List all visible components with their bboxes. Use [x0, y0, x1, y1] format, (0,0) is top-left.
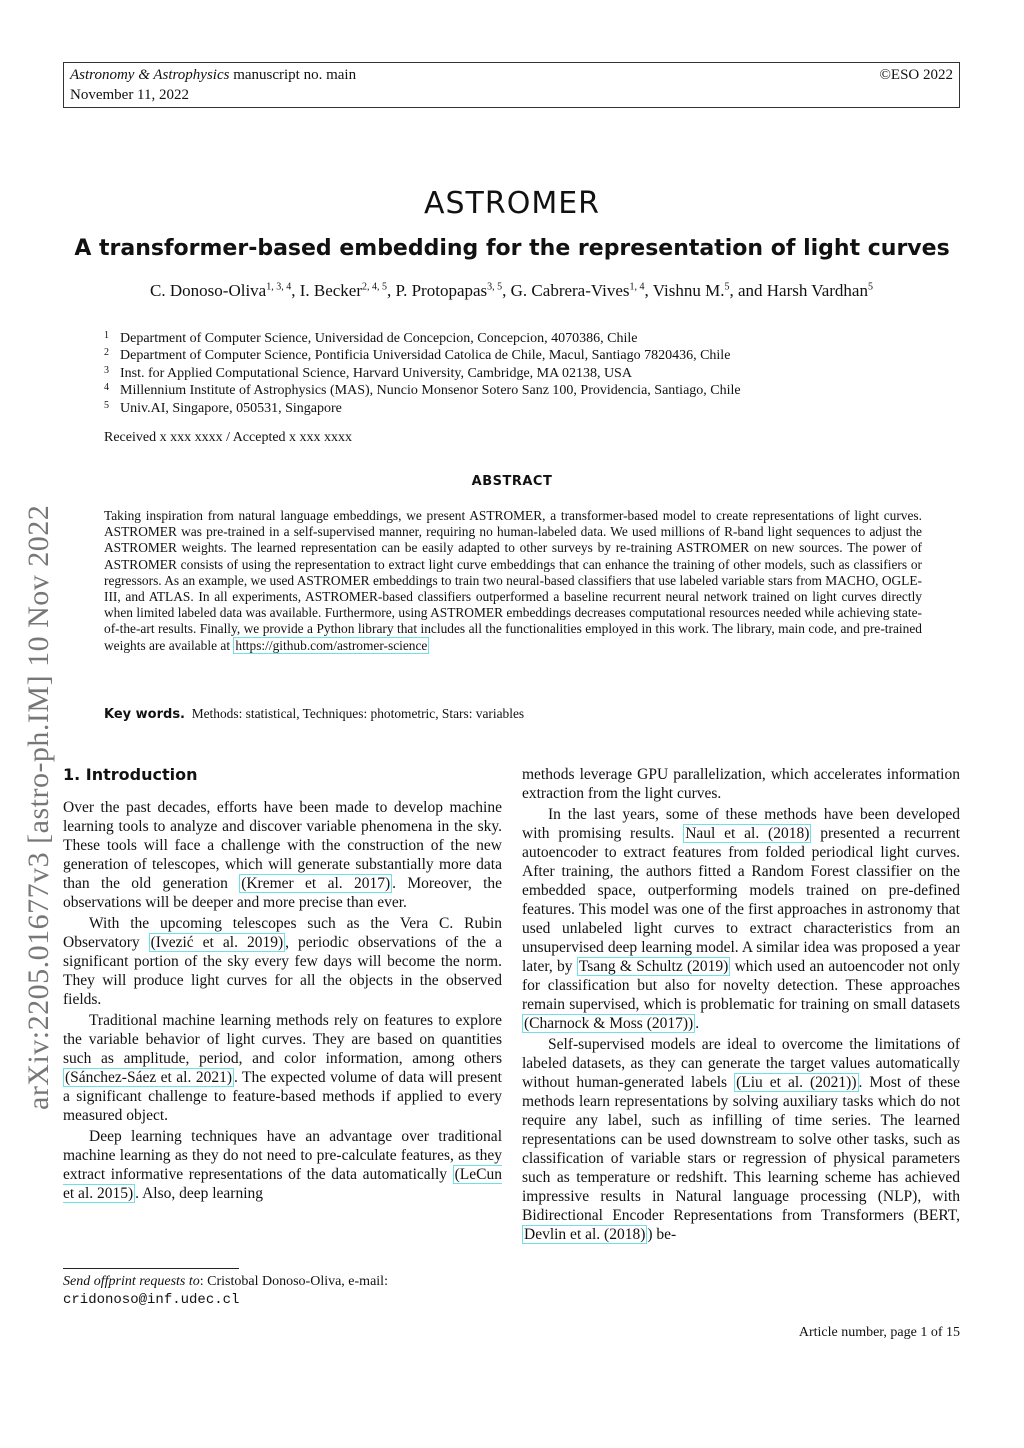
paragraph: Over the past decades, efforts have been made to develop machine learning tools to analyze and discover variable phenomena in the sky. These tools will face a challenge with the construction of the new generation of telescopes, which will generate substantially more data than the old generation (Kremer et al. 2017) . Moreover, the observations will be deeper and more precise than ever.	[63, 799, 503, 911]
section-heading: 1. Introduction	[63, 765, 198, 784]
author: Vishnu M.	[652, 281, 725, 300]
paragraph: In the last years, some of these methods have been developed with promising results. Naul et al. (2018) presented a recurrent autoencoder to extract features from folded periodical light curves. After training, the authors fitted a Random Forest classifier on the embedded space, outperforming models trained on pre-defined features. This model was one of the first approaches in astronomy that used unlabeled light curves to extract characteristics from an unsupervised deep learning model. A similar idea was proposed a year later, by Tsang & Schultz (2019) which used an autoencoder not only for classification but also for novelty detection. These approaches remain supervised, which is problematic for training on small datasets (Charnock & Moss (2017)) .	[522, 806, 961, 1032]
paper-title: ASTROMER	[423, 186, 601, 221]
copyright: ©ESO 2022	[879, 67, 953, 83]
header-date: November 11, 2022	[70, 87, 190, 103]
citation-link[interactable]: (Ivezić et al. 2019)	[150, 934, 284, 951]
citation-link[interactable]: Devlin et al. (2018)	[524, 1226, 646, 1243]
footnote-rule	[63, 1268, 239, 1269]
paragraph: Traditional machine learning methods rely on features to explore the variable behavior of light curves. They are based on quantities such as amplitude, period, and color information, among others (Sánchez-Sáez et al. 2021) . The expected volume of data will present a significant challenge to feature-based methods if applied to every measured object.	[63, 1012, 502, 1124]
author: G. Cabrera-Vives	[510, 281, 630, 300]
abstract-heading: ABSTRACT	[471, 474, 553, 489]
author: Harsh Vardhan	[766, 281, 868, 300]
keywords: Key words. Methods: statistical, Techniques: photometric, Stars: variables	[104, 706, 525, 722]
left-column	[63, 765, 502, 1203]
footnote: Send offprint requests to: Cristobal Donoso-Oliva, e-mail: cridonoso@inf.udec.cl	[63, 1274, 388, 1308]
abstract-body: Taking inspiration from natural language embeddings, we present ASTROMER, a transformer-based model to create representations of light curves. ASTROMER was pre-trained in a self-supervised manner, requiring no human-labeled data. We used millions of R-band light sequences to adjust the ASTROMER weights. The learned representation can be easily adapted to other surveys by re-training ASTROMER on new sources. The power of ASTROMER consists of using the representation to extract light curve embeddings that can enhance the training of other models, such as classifiers or regressors. As an example, we used ASTROMER embeddings to train two neural-based classifiers that use labeled variable stars from MACHO, OGLE-III, and ATLAS. In all experiments, ASTROMER-based classifiers outperformed a baseline recurrent neural network trained on light curves directly when limited labeled data was available. Furthermore, using ASTROMER embeddings decreases computational resources needed while achieving state-of-the-art results. Finally, we provide a Python library that includes all the functionalities employed in this work. The library, main code, and pre-trained weights are available at https://github.com/astromer-science	[104, 508, 922, 653]
author-list: C. Donoso-Oliva$^{1, 3, 4}$, I. Becker$^{2, 4, 5}$, P. Protopapas$^{3, 5}$, G. Cabrera-Vives$^{1, 4}$, Vishnu M.$^5$, and Harsh Vardhan$^5$	[150, 281, 873, 300]
paragraph: With the upcoming telescopes such as the Vera C. Rubin Observatory (Ivezić et al. 2019) , periodic observations of the a significant portion of the sky every few days will become the norm. They will produce light curves for all the objects in the observed fields.	[63, 915, 502, 1008]
affiliations	[104, 330, 741, 417]
paragraph: Self-supervised models are ideal to overcome the limitations of labeled datasets, as they can generate the target values automatically without human-generated labels (Liu et al. (2021)) . Most of these methods learn representations by solving auxiliary tasks which do not require any label, such as infilling of time series. The learned representations can be used downstream to solve other tasks, such as classification of variable stars or regression of physical parameters such as temperature or redshift. This learning scheme has achieved impressive results in Natural language processing (NLP), with Bidirectional Encoder Representations from Transformers (BERT, Devlin et al. (2018) ) be-	[522, 1036, 960, 1243]
citation-link[interactable]: Naul et al. (2018)	[685, 825, 810, 842]
affiliation: 5 Univ.AI, Singapore, 050531, Singapore	[104, 399, 342, 416]
page-footer: Article number, page 1 of 15	[798, 1325, 960, 1340]
arxiv-stamp[interactable]: arXiv:2205.01677v3 [astro-ph.IM] 10 Nov 2022	[22, 504, 55, 1110]
paragraph: methods leverage GPU parallelization, which accelerates information extraction from the light curves.	[522, 766, 960, 802]
affiliation: 1 Department of Computer Science, Universidad de Concepcion, Concepcion, 4070386, Chile	[104, 330, 638, 346]
received-dates: Received x xxx xxxx / Accepted x xxx xxxx	[104, 430, 353, 445]
paragraph: Deep learning techniques have an advantage over traditional machine learning as they do not need to pre-calculate features, as they extract informative representations of the data automatically (LeCun et al. 2015) . Also, deep learning	[63, 1128, 502, 1202]
citation-link[interactable]: (Liu et al. (2021))	[736, 1074, 857, 1091]
affiliation: 3 Inst. for Applied Computational Science, Harvard University, Cambridge, MA 02138, USA	[104, 364, 632, 381]
citation-link[interactable]: Tsang & Schultz (2019)	[578, 958, 729, 975]
journal-header	[63, 62, 960, 108]
author: P. Protopapas	[395, 281, 488, 300]
github-link[interactable]: https://github.com/astromer-science	[235, 637, 428, 653]
citation-link[interactable]: (Sánchez-Sáez et al. 2021)	[65, 1069, 232, 1086]
email: cridonoso@inf.udec.cl	[63, 1292, 240, 1308]
affiliation: 4 Millennium Institute of Astrophysics (MAS), Nuncio Monsenor Sotero Sanz 100, Providencia, Santiago, Chile	[104, 382, 741, 399]
affiliation: 2 Department of Computer Science, Pontificia Universidad Catolica de Chile, Macul, Santiago 7820436, Chile	[104, 347, 731, 364]
author: I. Becker	[299, 281, 363, 300]
paper-subtitle: A transformer-based embedding for the representation of light curves	[74, 236, 950, 261]
citation-link[interactable]: (Charnock & Moss (2017))	[524, 1015, 694, 1032]
citation-link[interactable]: (Kremer et al. 2017)	[241, 875, 391, 892]
journal-line: Astronomy & Astrophysics manuscript no. main	[70, 67, 357, 83]
citation-link[interactable]: (LeCun et al. 2015)	[63, 1166, 502, 1202]
right-column	[522, 765, 960, 1244]
author: C. Donoso-Oliva	[150, 281, 267, 300]
